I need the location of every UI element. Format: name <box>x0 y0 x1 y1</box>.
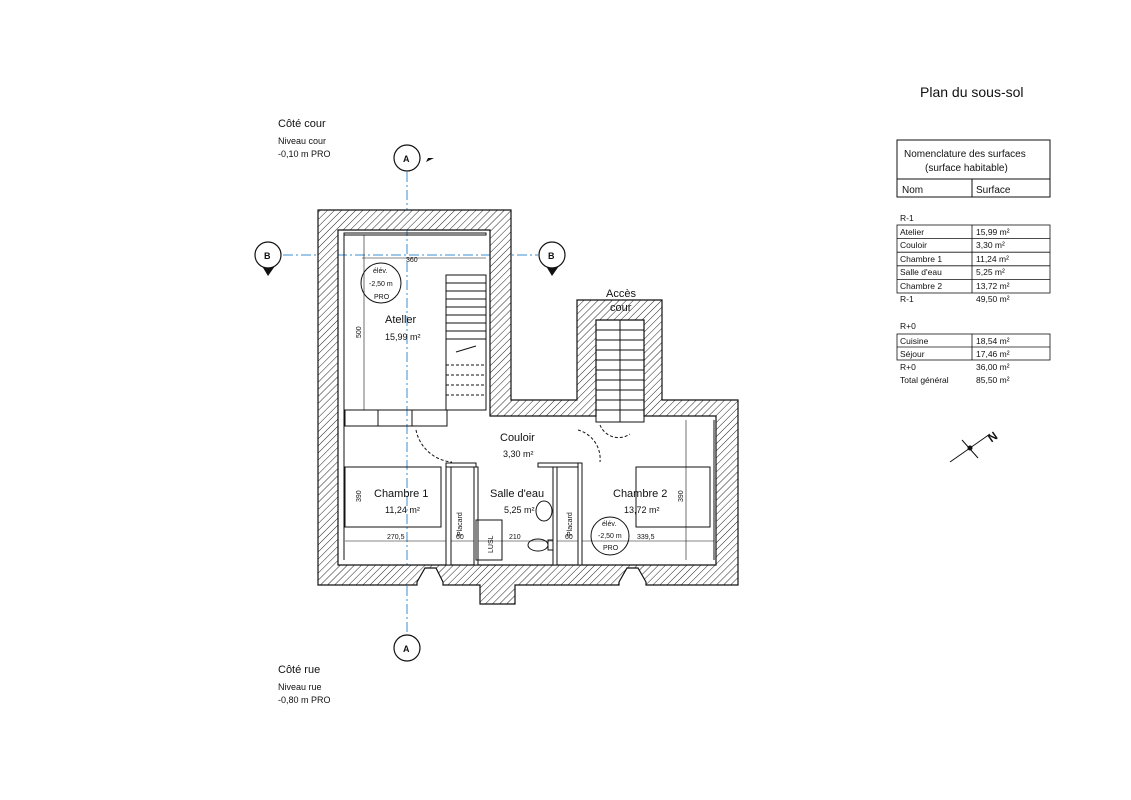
row-surface: 3,30 m² <box>976 240 1005 250</box>
lusl-label: LUSL <box>488 535 495 553</box>
dim-ch2-vertical: 390 <box>678 490 685 502</box>
row-nom: Cuisine <box>900 336 929 346</box>
cote-cour-heading: Côté cour <box>278 118 326 130</box>
dim-placard-right: 60 <box>565 534 573 541</box>
cote-rue-value: -0,80 m PRO <box>278 695 331 705</box>
row-surface: 13,72 m² <box>976 281 1010 291</box>
room-area-chambre2: 13,72 m² <box>624 505 660 515</box>
room-name-chambre2: Chambre 2 <box>613 488 668 500</box>
grand-total-label: Total général <box>900 375 949 385</box>
row-surface: 18,54 m² <box>976 336 1010 346</box>
room-name-couloir: Couloir <box>500 432 535 444</box>
cote-cour-level: Niveau cour <box>278 136 327 146</box>
room-name-salle-eau: Salle d'eau <box>490 488 545 500</box>
total-label-r0: R+0 <box>900 362 916 372</box>
cote-rue-heading: Côté rue <box>278 664 321 676</box>
elev-tag1-line2: -2,50 m <box>369 281 393 288</box>
section-label-b-left: B <box>264 251 271 261</box>
row-nom: Couloir <box>900 240 927 250</box>
dim-left-vertical: 500 <box>356 326 363 338</box>
section-label-b-right: B <box>548 251 555 261</box>
row-nom: Chambre 2 <box>900 281 943 291</box>
elev-tag1-line1: élév. <box>373 268 388 275</box>
room-name-chambre1: Chambre 1 <box>374 488 429 500</box>
row-surface: 17,46 m² <box>976 349 1010 359</box>
dim-ch2-width: 339,5 <box>637 534 655 541</box>
row-nom: Chambre 1 <box>900 254 943 264</box>
placard-left-label: Placard <box>457 512 464 536</box>
sheet-title: Plan du sous-sol <box>920 84 1024 100</box>
dim-top: 360 <box>406 257 418 264</box>
section-marker-b-left <box>255 242 281 276</box>
total-label-r1: R-1 <box>900 294 914 304</box>
total-value-r1: 49,50 m² <box>976 294 1010 304</box>
section-marker-b-right <box>539 242 565 276</box>
row-surface: 5,25 m² <box>976 267 1005 277</box>
room-name-acces-line1: Accès <box>606 288 636 300</box>
total-value-r0: 36,00 m² <box>976 362 1010 372</box>
dim-sde-width: 210 <box>509 534 521 541</box>
cote-rue-level: Niveau rue <box>278 682 322 692</box>
room-area-couloir: 3,30 m² <box>503 449 534 459</box>
group-label-r1: R-1 <box>900 213 914 223</box>
north-arrow-icon <box>950 434 990 462</box>
placard-right-label: Placard <box>567 512 574 536</box>
row-nom: Atelier <box>900 227 925 237</box>
row-surface: 11,24 m² <box>976 254 1009 264</box>
room-area-chambre1: 11,24 m² <box>385 505 420 515</box>
row-nom: Séjour <box>900 349 925 359</box>
cote-cour-value: -0,10 m PRO <box>278 149 331 159</box>
dim-ch1-width: 270,5 <box>387 534 405 541</box>
table-header-line2: (surface habitable) <box>925 163 1008 174</box>
dim-placard-left: 60 <box>456 534 464 541</box>
section-label-a-bottom: A <box>403 644 410 654</box>
elev-tag2-line3: PRO <box>603 545 619 552</box>
table-header-line1: Nomenclature des surfaces <box>904 149 1026 160</box>
room-area-salle-eau: 5,25 m² <box>504 505 535 515</box>
elev-tag1-line3: PRO <box>374 294 390 301</box>
section-marker-a-top <box>394 145 434 171</box>
row-surface: 15,99 m² <box>976 227 1010 237</box>
section-label-a-top: A <box>403 154 410 164</box>
room-area-atelier: 15,99 m² <box>385 332 421 342</box>
room-name-acces-line2: cour <box>610 302 632 314</box>
table-col-nom: Nom <box>902 185 924 196</box>
north-label: N <box>985 428 1001 446</box>
dim-ch1-vertical: 390 <box>356 490 363 502</box>
room-name-atelier: Ateller <box>385 314 417 326</box>
row-nom: Salle d'eau <box>900 267 942 277</box>
grand-total-value: 85,50 m² <box>976 375 1010 385</box>
elev-tag2-line1: élév. <box>602 521 617 528</box>
elev-tag2-line2: -2,50 m <box>598 533 622 540</box>
table-col-surface: Surface <box>976 185 1011 196</box>
group-label-r0: R+0 <box>900 321 916 331</box>
section-marker-a-bottom <box>394 635 420 661</box>
